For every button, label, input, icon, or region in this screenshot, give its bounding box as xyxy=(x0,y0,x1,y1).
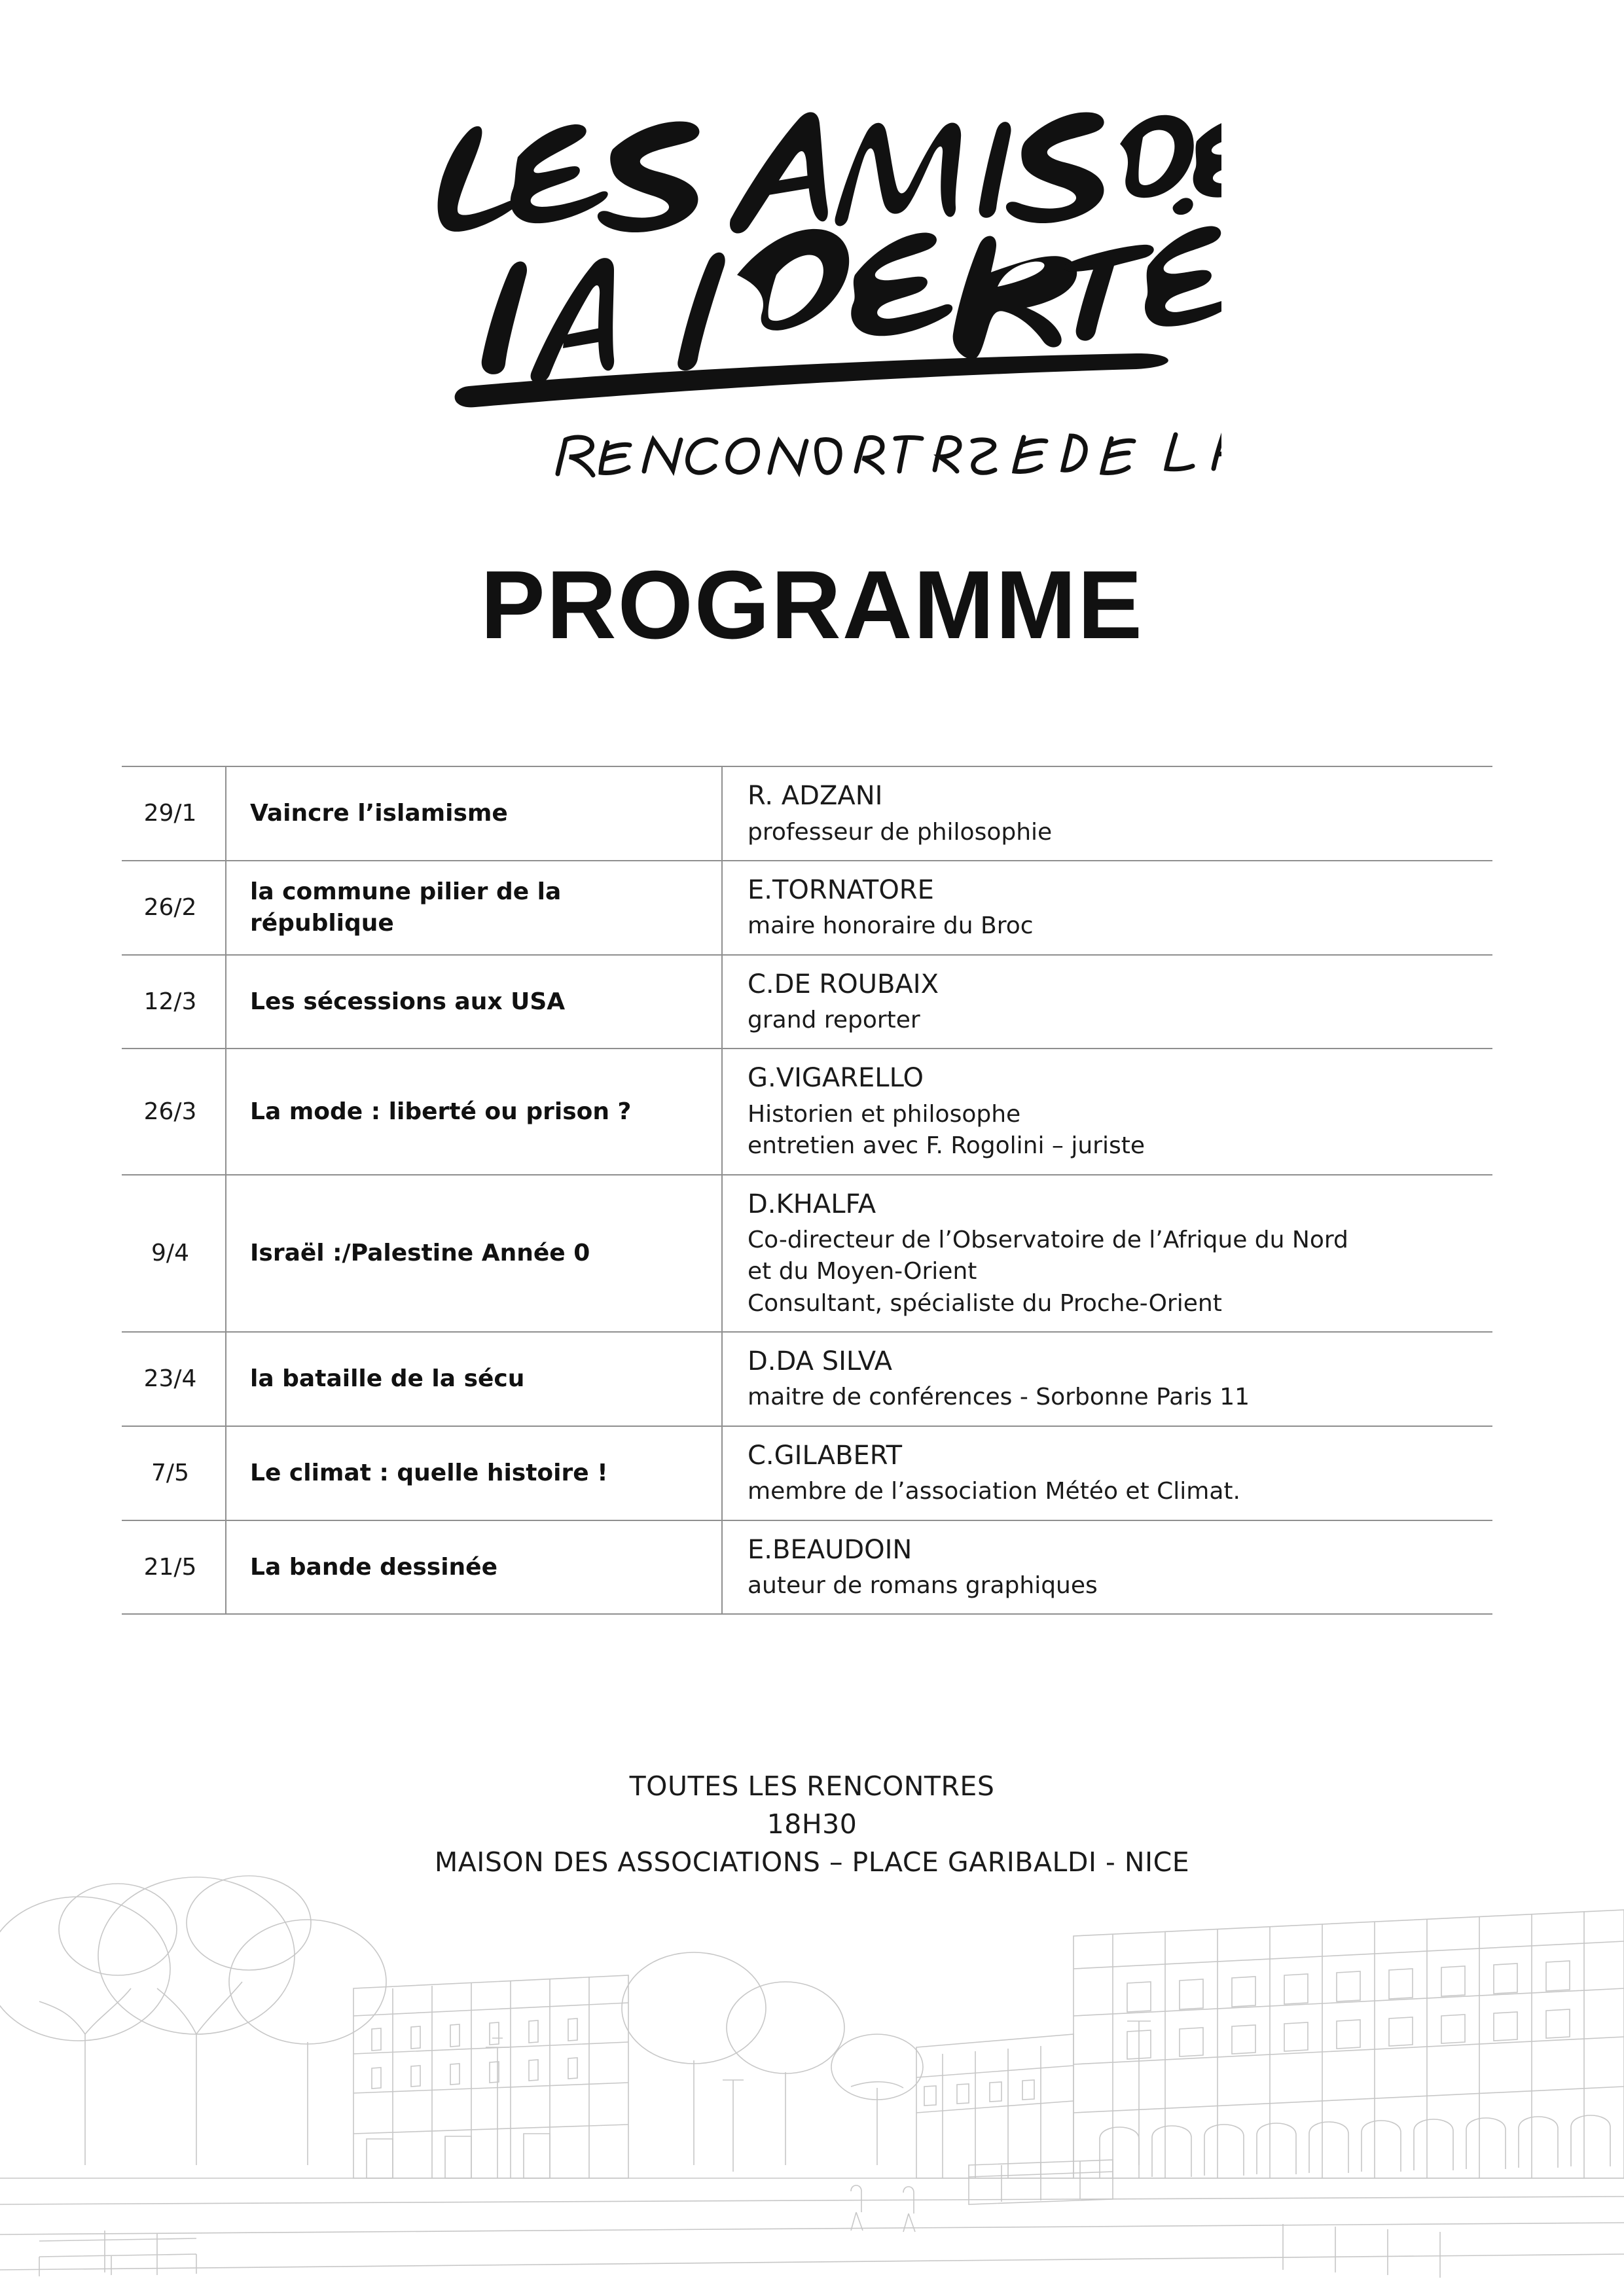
speaker-desc-1: maitre de conférences - Sorbonne Paris 11 xyxy=(748,1384,1250,1411)
speaker-name: D.DA SILVA xyxy=(748,1346,892,1376)
row-speaker xyxy=(722,1332,1492,1426)
row-speaker xyxy=(722,1049,1492,1174)
row-date: 26/2 xyxy=(122,861,226,955)
speaker-desc-2: et du Moyen-Orient xyxy=(748,1258,977,1285)
footer-line-2: 18H30 xyxy=(767,1808,857,1840)
table-row xyxy=(122,1426,1492,1520)
row-topic: la commune pilier de la république xyxy=(226,861,722,955)
speaker-desc-2: entretien avec F. Rogolini – juriste xyxy=(748,1132,1145,1160)
footer-info xyxy=(0,1767,1624,1882)
speaker-name: C.DE ROUBAIX xyxy=(748,969,939,999)
row-date: 7/5 xyxy=(122,1426,226,1520)
speaker-name: D.KHALFA xyxy=(748,1189,876,1219)
table-row xyxy=(122,861,1492,955)
row-date: 23/4 xyxy=(122,1332,226,1426)
row-speaker xyxy=(722,955,1492,1049)
logo xyxy=(0,79,1624,504)
row-date: 9/4 xyxy=(122,1175,226,1332)
logo-handwritten-icon xyxy=(403,79,1221,484)
row-speaker xyxy=(722,1175,1492,1332)
speaker-desc-1: professeur de philosophie xyxy=(748,818,1053,846)
speaker-name: C.GILABERT xyxy=(748,1440,903,1471)
row-speaker xyxy=(722,861,1492,955)
speaker-desc-1: Historien et philosophe xyxy=(748,1101,1021,1128)
row-speaker xyxy=(722,1426,1492,1520)
table-row xyxy=(122,1520,1492,1615)
row-topic: Israël :/Palestine Année 0 xyxy=(226,1175,722,1332)
table-row xyxy=(122,955,1492,1049)
row-topic: Le climat : quelle histoire ! xyxy=(226,1426,722,1520)
table-row xyxy=(122,1332,1492,1426)
row-speaker xyxy=(722,1520,1492,1615)
speaker-name: E.TORNATORE xyxy=(748,874,934,905)
table-row xyxy=(122,1175,1492,1332)
row-date: 21/5 xyxy=(122,1520,226,1615)
speaker-desc-3: Consultant, spécialiste du Proche-Orient xyxy=(748,1289,1222,1317)
row-topic: la bataille de la sécu xyxy=(226,1332,722,1426)
row-speaker xyxy=(722,766,1492,861)
speaker-desc-1: maire honoraire du Broc xyxy=(748,912,1034,940)
page-title: PROGRAMME xyxy=(480,551,1144,659)
speaker-name: R. ADZANI xyxy=(748,781,883,811)
row-topic: La bande dessinée xyxy=(226,1520,722,1615)
row-topic: Les sécessions aux USA xyxy=(226,955,722,1049)
table-row xyxy=(122,1049,1492,1174)
row-date: 29/1 xyxy=(122,766,226,861)
speaker-desc-1: Co-directeur de l’Observatoire de l’Afrique du Nord xyxy=(748,1227,1348,1254)
speaker-desc-1: auteur de romans graphiques xyxy=(748,1572,1098,1600)
footer-line-1: TOUTES LES RENCONTRES xyxy=(629,1770,995,1802)
table-row xyxy=(122,766,1492,861)
program-table xyxy=(122,766,1492,1615)
speaker-name: G.VIGARELLO xyxy=(748,1063,924,1094)
row-topic: Vaincre l’islamisme xyxy=(226,766,722,861)
speaker-name: E.BEAUDOIN xyxy=(748,1534,912,1565)
speaker-desc-1: grand reporter xyxy=(748,1007,920,1034)
row-date: 12/3 xyxy=(122,955,226,1049)
row-topic: La mode : liberté ou prison ? xyxy=(226,1049,722,1174)
footer-line-3: MAISON DES ASSOCIATIONS – PLACE GARIBALDI - NICE xyxy=(434,1846,1190,1878)
speaker-desc-1: membre de l’association Météo et Climat. xyxy=(748,1478,1240,1505)
row-date: 26/3 xyxy=(122,1049,226,1174)
